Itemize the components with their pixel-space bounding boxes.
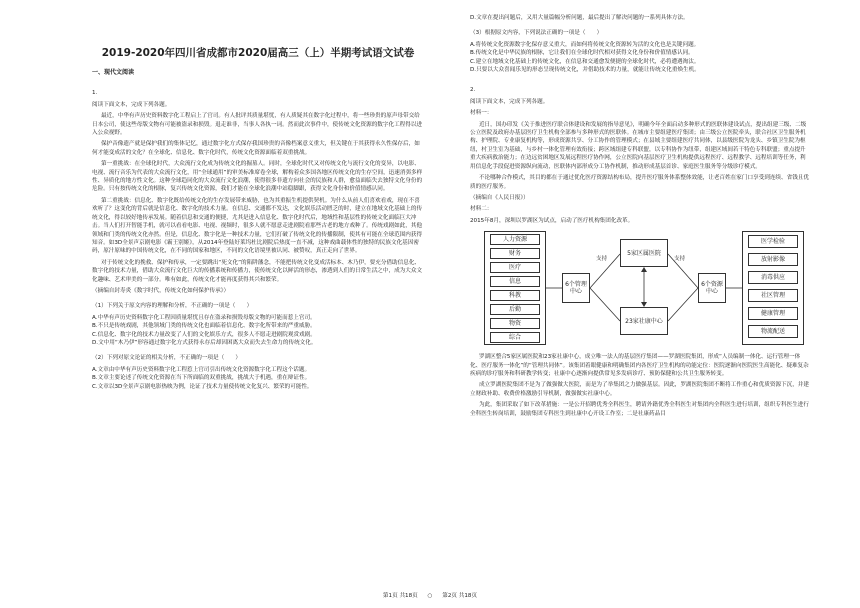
- diagram-item: 健康管理: [748, 307, 798, 320]
- material-paragraph: 罗湖区整合5家区属医院和23家社康中心，成立唯一法人的基层医疗集团——罗湖医院集团，形成“人员编制一体化、运行管理一体化、医疗服务一体化”的“管理共同体”。该集团着眼健康和明确集团内各医疗卫生机构的功能定位：医院逐渐向医院医生高能化、疑难复杂疾病的诊疗服务和科研教学转变；社康中心逐渐向提供常见多发病诊疗、预防保健和公共卫生服务转变。: [470, 354, 809, 377]
- diagram-item: 放射影像: [748, 253, 798, 266]
- article-paragraph: 第一重挑战：在全球化时代，大众流行文化成为传统文化的掘墓人。同时，全球化时代又对传统文化与流行文化的变异，以电影、电视、流行音乐为代表的大众流行文化，用“全球通用”的审美标准席卷全球，解构着众多国各地区传统文化的生存空间，迅速消弭多样性、异质化的地方性文化。这种全球趋同化的大众流行文化浪潮，使得很多非遗方向社会的民族和人群，愈益面临失去独特文化身份的危险。只有按传统文化的根脉，复兴传统文化资源，我们才能在全球化浪潮中站稳脚跟，获得文化身份和价值情感认同。: [92, 161, 423, 193]
- community-centers-box: 23家社康中心: [620, 307, 668, 335]
- district-hospitals-box: 5家区属医院: [620, 239, 668, 267]
- answer-option: B.不只是传统戏剧，其他领域门类的传统文化也面临着信息化、数字化所带来的严重威胁。: [92, 323, 316, 330]
- answer-option: B.文章主要论述了传统文化资源在当下所面临的双重挑战，挑战大于机遇，重在辩证性。: [92, 375, 311, 382]
- support-label: 支持: [674, 256, 686, 263]
- material-paragraph: 成立罗湖医院集团不是为了做强做大医院，而是为了举集团之力做强基层。因此，罗湖医院集团不断将工作重心和优质资源下沉，并建立财政补助、收费价格激励引导机制，做强做实社康中心。: [470, 382, 809, 397]
- answer-option: D.只要以大众喜闻乐见的形态呈现传统文化，并借助技术的力量，就能让传统文化重焕生机。: [470, 67, 700, 74]
- question-number: 2.: [470, 87, 476, 94]
- answer-option: A.中华有声历史资料数字化工程因质量堪忧且存在盗录和损毁母版文物的可能而惹上官司。: [92, 314, 316, 321]
- exam-title: 2019-2020年四川省成都市2020届高三（上）半期考试语文试卷: [101, 47, 415, 59]
- material-paragraph: 不论哪种合作模式，其目的都在于通过优化医疗资源结构布局，提升医疗服务体系整体效能，让老百姓在家门口享受到连续、省钱且优质的医疗服务。: [470, 175, 809, 190]
- diagram-item: 信息: [490, 276, 540, 287]
- diagram-item: 财务: [490, 248, 540, 259]
- page-number-left: 第1页 共18页: [382, 593, 418, 599]
- diagram-item: 物流配送: [748, 325, 798, 338]
- diagram-item: 消毒供应: [748, 271, 798, 284]
- section-heading: 一、现代文阅读: [92, 69, 135, 76]
- right-column: [470, 10, 810, 421]
- diagram-item: 医疗: [490, 262, 540, 273]
- material-paragraph: 2015年8月，深圳以罗湖区为试点，启动了医疗机构集团化改革。: [470, 217, 634, 224]
- answer-option: D.文中用“木乃伊”形容通过数字化方式获得永存后却因困离大众而失去生命力的传统文化。: [92, 339, 317, 346]
- answer-option: A.文章由中华有声历史资料数字化工程惹上官司引出传统文化资源数字化工程这个话题。: [92, 366, 311, 373]
- article-source: （摘编自封寿炎《数字时代，传统文化如何保护传承》）: [92, 287, 230, 294]
- sub-question-stem: （1）下列关于原文内容的理解和分析，不正确的一项是（ ）: [92, 303, 253, 310]
- article-paragraph: 保护音像遗产就是保护我们的集体记忆，通过数字化方式保存我国珍贵的音像档案意义重大，但关键在于其获得永久性保存后，如何才能变成活的文化？在全球化、信息化、数字化时代，传统文化资源面临着双重挑战。: [92, 141, 420, 156]
- article-paragraph: 第二重挑战：信息化、数字化既给传统文化的生存发展带来威胁，也为其重振生机提供契机。为什么从前人们喜欢看戏，现在不喜欢听了？这变化的背后就是信息化、数字化的技术力量。在信息、交通都不发达，文化娱乐活动匮乏的时，建立在地域文化基础上的传统文化，得以较好地传承发展。随着信息和交通的便捷，尤其是进入信息化、数字化时代后，地域性和基层性的传统文化面临巨大冲击。当人们打开智能手机，就可以看看电影、电视、视频时，很多人就不愿意走进剧院看那些古老的地方戏种了。传统戏剧如此，其他领域和门类的传统文化亦然。但是，信息化、数字化是一种技术力量，它们打破了传统文化的传播限制，使其有可能在全球范围内获得知音。如3D全景声京剧电影《霸王别姬》，从2014年登陆好莱坞杜比剧院后热度一直不减，这种戏曲载体性的独特的民族文化基因密码，原汁原味的中国传统文化，在不同的国家和地区，不同的文化语境里被认同、被赞叹，真正走向了世界。: [92, 197, 423, 255]
- answer-option: C.文章以3D全景声京剧电影热映为例，论证了技术力量使传统文化复兴、繁荣的可能性。: [92, 383, 313, 390]
- sub-question-stem: （3）根据原文内容，下列说法正确的一项是（ ）: [470, 30, 603, 37]
- support-label: 支持: [596, 256, 608, 263]
- diagram-item: 物资: [490, 318, 540, 329]
- answer-option: A.将传统文化资源数字化保存意义重大，而如何将传统文化资源转为活的文化也是关键问题。: [470, 41, 700, 48]
- page-number-right: 第2页 共18页: [442, 593, 478, 599]
- management-center-box: 6个管理中心: [562, 273, 590, 303]
- material-paragraph: 为此，集团采取了如下改革措施：一是公开招聘优秀全科医生，聘请外籍优秀全科医生对集团内全科医生进行培训，组织专科医生进行全科医生转岗培训，鼓励集团专科医生到社康中心开设工作室；二是社康药品目: [470, 402, 809, 417]
- diagram-item: 人力资源: [490, 234, 540, 245]
- resource-center-box: 6个资源中心: [698, 273, 726, 303]
- left-column: [92, 10, 424, 391]
- hospital-group-diagram: [470, 229, 810, 347]
- answer-option: D.文章在提出问题后，又用大量篇幅分析问题，最后提出了解决问题的一系列具体方法。: [470, 15, 689, 21]
- question-number: 1.: [92, 90, 98, 97]
- answer-option: C.信息化、数字化的技术力量改变了人们的文化娱乐方式，很多人不愿走进剧院观赏戏剧。: [92, 331, 316, 338]
- question-instruction: 阅读下面文本，完成下列各题。: [92, 101, 171, 108]
- sub-question-stem: （2）下列对原文论证的相关分析，不正确的一项是（ ）: [92, 355, 241, 362]
- page-separator-icon: ○: [427, 593, 433, 599]
- page-footer: [0, 591, 860, 599]
- article-paragraph: 对于传统文化的挽救、保护和传承，一定要跳出“死文化”的陷阱藩念，不能把传统文化变成活标本、木乃伊，要充分借助信息化、数字化的技术力量，借助大众流行文化巨大的传播系统和传播力，使传统文化以鲜活的形态，渗透到人们的日常生活之中，成为大众文化趣味、艺术审美的一部分。唯有如此，传统文化才能再度获得其兴和繁荣。: [92, 259, 423, 283]
- answer-option: B.传统文化是中华民族的根脉，它让我们在全球化时代相对获得文化身份和价值情感认同。: [470, 50, 694, 57]
- material-label: 材料一：: [470, 110, 493, 117]
- material-source: （摘编自《人民日报》）: [470, 194, 529, 201]
- diagram-item: 科教: [490, 290, 540, 301]
- diagram-item: 社区管理: [748, 289, 798, 302]
- diagram-item: 后勤: [490, 304, 540, 315]
- answer-option: C.建立在地域文化基础上的传统文化，在信息和交通愈发便捷的全球化时代，必将遭遇淘汰。: [470, 58, 700, 65]
- diagram-item: 综合: [490, 332, 540, 343]
- article-paragraph: 最近，中华有声历史资料数字化工程启上了官司。有人批评其质量堪忧，有人质疑其在数字化过程中，将一些珍贵的原声母带交给日本公司，使这些母版文物有可能被盗录和损毁。退走谁非，当事人各执一词。然而此次事件中，使传统文化资源的数字化工程得以进入公众视野。: [92, 113, 423, 137]
- diagram-item: 医学检验: [748, 235, 798, 248]
- material-label: 材料二：: [470, 206, 493, 213]
- question-instruction: 阅读下面文本，完成下列各题。: [470, 98, 549, 105]
- material-paragraph: 近日，国办印发《关于推进医疗联合体建设和发展的指导意见》，明确今年全面启动多种形式的医联体建设试点，提出组建三级、二级公立医院及政府办基层医疗卫生机构全部参与多种形式的医联体。在城市主要组建医疗集团；由三级公立医院牵头，联合社区卫生服务机构、护理院、专业康复机构等，形成资源共享、分工协作的管理模式；在县域主要组建医疗共同体，以县级医院为龙头、乡镇卫生院为枢纽，村卫生室为基础，与乡村一体化管理有效衔接；跨区域组建专科联盟，以专科协作为纽带，组建区域间若干特色专科联盟；重点提升重大疾病救治能力；在边远贫困地区发展远程医疗协作网，公立医院向基层医疗卫生机构提供远程医疗、远程教学、远程培训等任务，利用信息化手段促进资源纵向流动，医联体内部形成分工协作机制，推动形成基层首诊、家庭医生服务等分级诊疗模式。: [470, 121, 807, 170]
